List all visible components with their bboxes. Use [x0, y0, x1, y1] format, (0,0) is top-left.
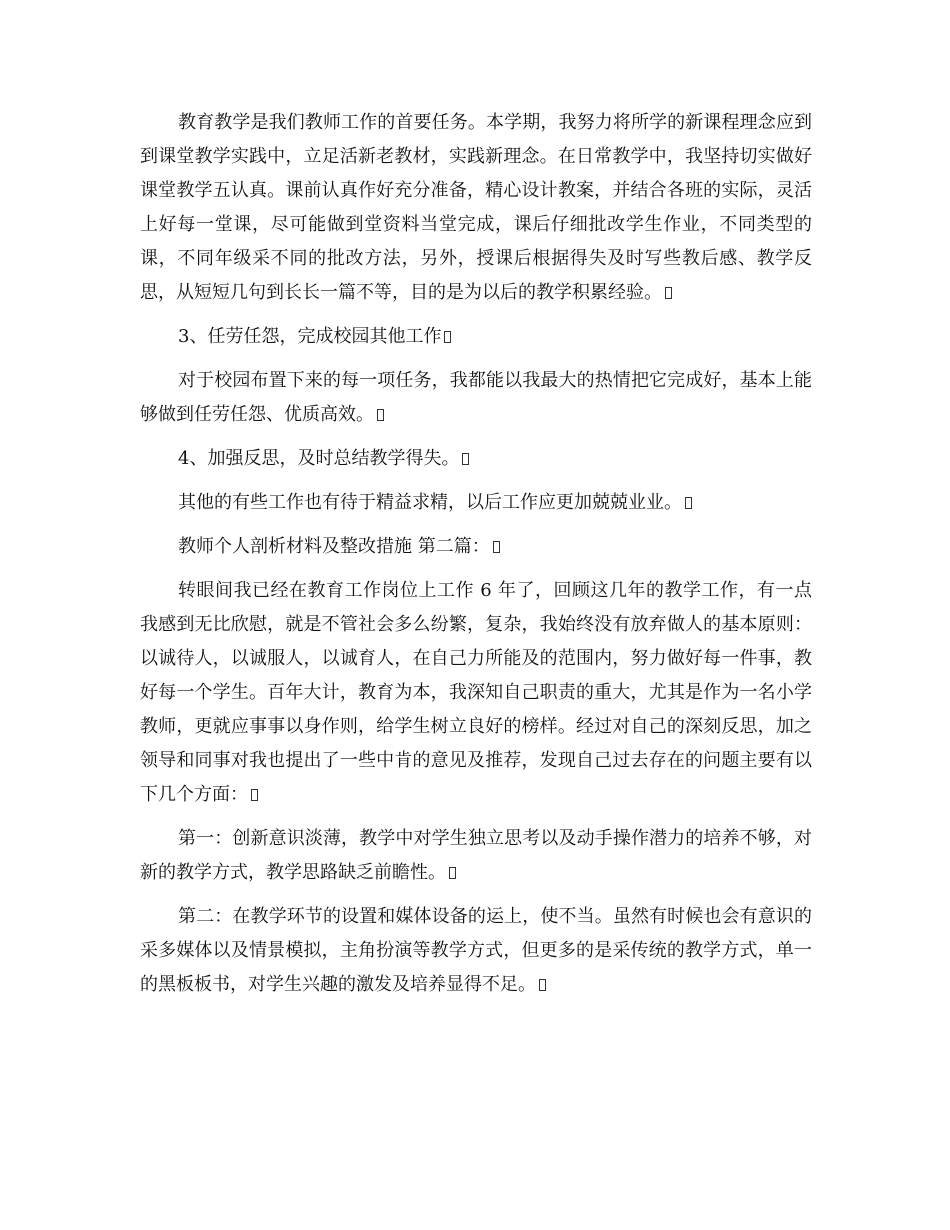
paragraph-text: 对于校园布置下来的每一项任务，我都能以我最大的热情把它完成好，基本上能够做到任劳任怨、优质高效。 — [140, 370, 812, 425]
paragraph-text: 转眼间我已经在教育工作岗位上工作 6 年了，回顾这几年的教学工作，有一点我感到无比欣慰，就是不管社会多么纷繁，复杂，我始终没有放弃做人的基本原则：以诚待人，以诚服人，以诚育人，在自己力所能及的范围内，努力做好每一件事，教好每一个学生。百年大计，教育为本，我深知自己职责的重大，尤其是作为一名小学教师，更就应事事以身作则，给学生树立良好的榜样。经过对自己的深刻反思，加之领导和同事对我也提出了一些中肯的意见及推荐，发现自己过去存在的问题主要有以下几个方面： — [140, 580, 812, 805]
paragraph-school-tasks — [140, 364, 812, 432]
paragraph-text: 第二：在教学环节的设置和媒体设备的运上，使不当。虽然有时候也会有意识的采多媒体以及情景模拟，主角扮演等教学方式，但更多的是采传统的教学方式，单一的黑板板书，对学生兴趣的激发及培养显得不足。 — [140, 906, 812, 995]
paragraph-end-mark-icon — [493, 541, 500, 553]
paragraph-end-mark-icon — [251, 789, 258, 801]
paragraph-end-mark-icon — [444, 331, 451, 343]
paragraph-improvement — [140, 486, 812, 520]
paragraph-end-mark-icon — [462, 453, 469, 465]
paragraph-end-mark-icon — [377, 409, 384, 421]
paragraph-end-mark-icon — [665, 287, 672, 299]
paragraph-second-issue — [140, 900, 812, 1002]
paragraph-teaching-work — [140, 106, 812, 310]
paragraph-end-mark-icon — [449, 867, 456, 879]
paragraph-text: 第一：创新意识淡薄，教学中对学生独立思考以及动手操作潜力的培养不够，对新的教学方式，教学思路缺乏前瞻性。 — [140, 828, 812, 883]
paragraph-text: 教育教学是我们教师工作的首要任务。本学期，我努力将所学的新课程理念应到到课堂教学实践中，立足活新老教材，实践新理念。在日常教学中，我坚持切实做好课堂教学五认真。课前认真作好充分准备，精心设计教案，并结合各班的实际，灵活上好每一堂课，尽可能做到堂资料当堂完成，课后仔细批改学生作业，不同类型的课，不同年级采不同的批改方法，另外，授课后根据得失及时写些教后感、教学反思，从短短几句到长长一篇不等，目的是为以后的教学积累经验。 — [140, 112, 812, 303]
heading-other-work — [140, 320, 812, 354]
section-title-text: 教师个人剖析材料及整改措施 第二篇： — [178, 536, 490, 557]
document-body — [140, 106, 812, 1012]
paragraph-first-issue — [140, 822, 812, 890]
paragraph-end-mark-icon — [539, 979, 546, 991]
heading-reflection — [140, 442, 812, 476]
heading-text: 3、任劳任怨，完成校园其他工作 — [178, 326, 442, 347]
heading-text: 4、加强反思，及时总结教学得失。 — [178, 448, 460, 469]
paragraph-text: 其他的有些工作也有待于精益求精，以后工作应更加兢兢业业。 — [178, 492, 682, 513]
paragraph-six-years — [140, 574, 812, 812]
section-title-second-part — [140, 530, 812, 564]
paragraph-end-mark-icon — [685, 497, 692, 509]
